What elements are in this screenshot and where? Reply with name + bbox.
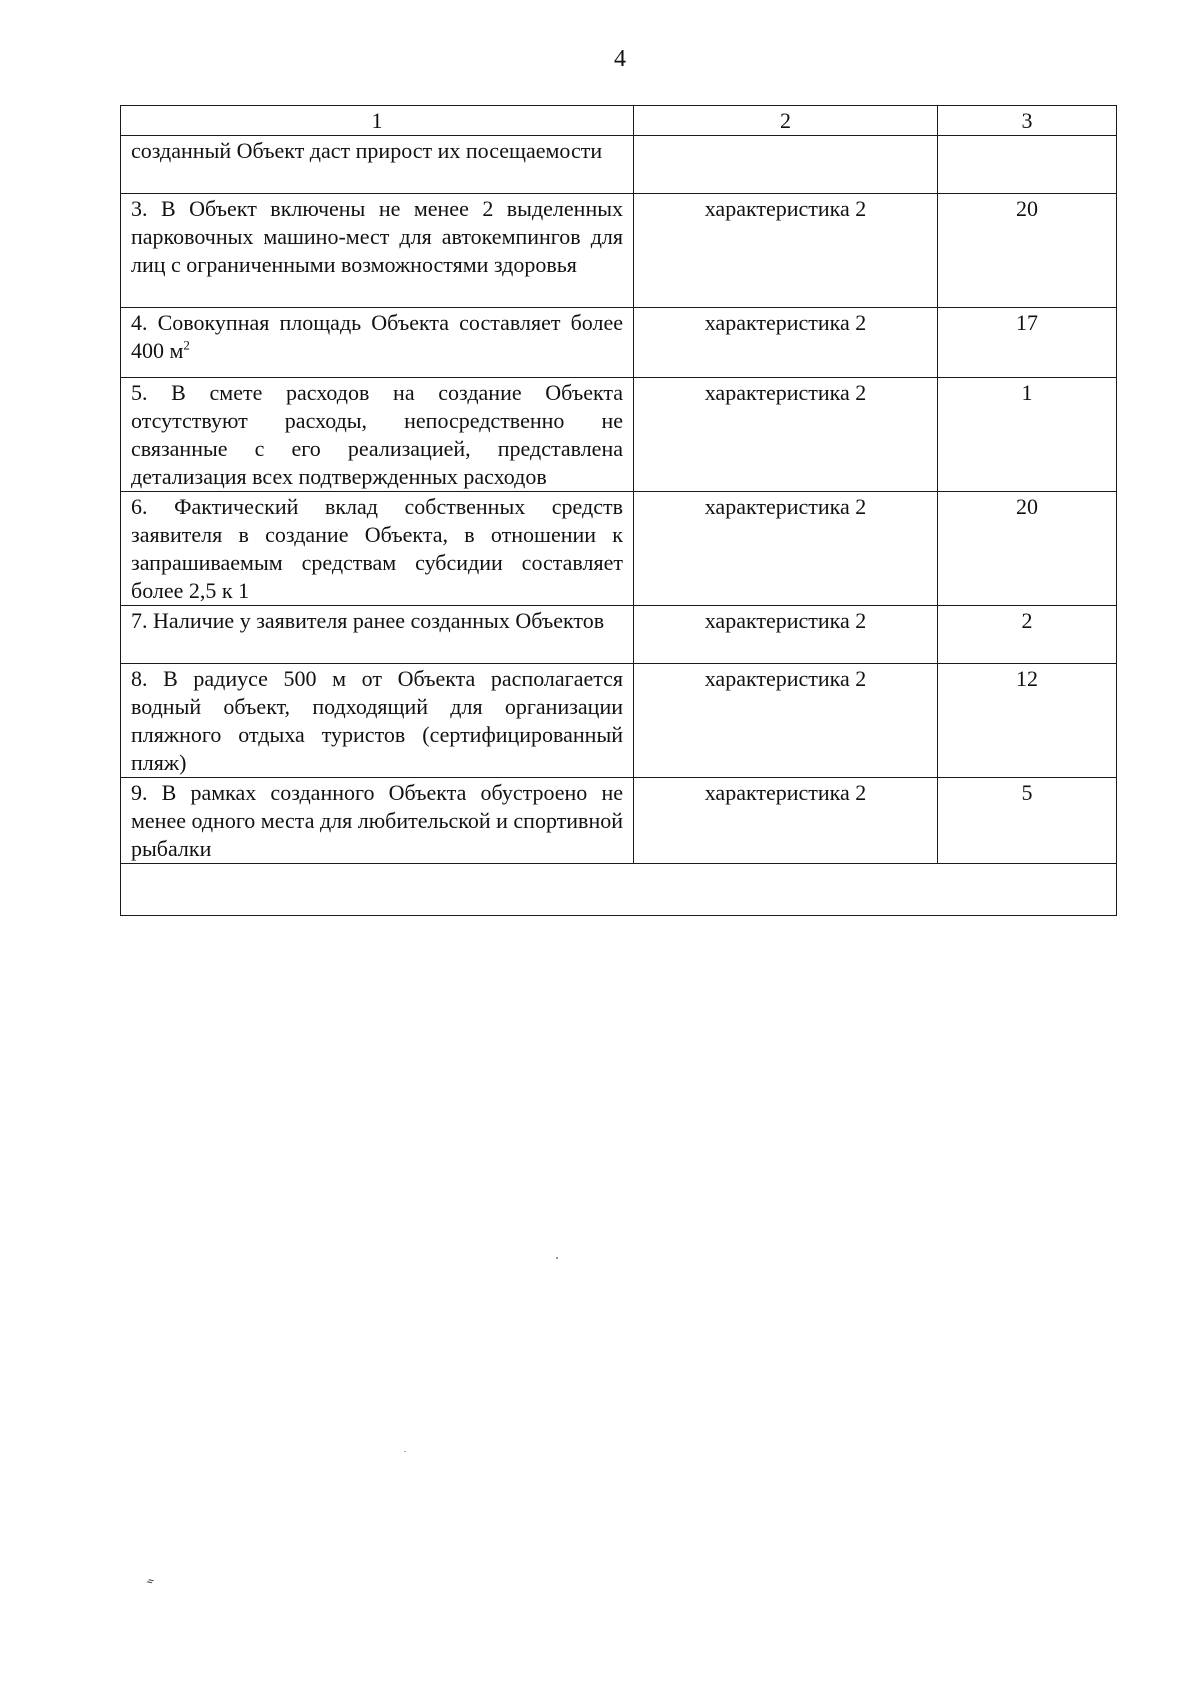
characteristic-cell: характеристика 2 — [634, 308, 938, 378]
characteristic-cell: характеристика 2 — [634, 664, 938, 778]
criterion-cell: 9. В рамках созданного Объекта обустроено не менее одного места для любительской и спортивной рыбалки — [121, 778, 634, 864]
criterion-cell: 6. Фактический вклад собственных средств заявителя в создание Объекта, в отношении к запрашиваемым средствам субсидии составляет более 2,5 к 1 — [121, 492, 634, 606]
score-cell: 1 — [938, 378, 1117, 492]
score-cell-empty — [938, 136, 1117, 194]
score-cell: 5 — [938, 778, 1117, 864]
column-header-2: 2 — [634, 106, 938, 136]
table-row — [121, 194, 1117, 308]
table-row — [121, 778, 1117, 864]
table-row — [121, 378, 1117, 492]
characteristic-cell: характеристика 2 — [634, 606, 938, 664]
table-header-row — [121, 106, 1117, 136]
criterion-text: 4. Совокупная площадь Объекта составляет более 400 м — [131, 310, 623, 363]
scan-speck — [556, 1257, 558, 1259]
superscript-exponent: 2 — [183, 337, 190, 353]
characteristic-cell: характеристика 2 — [634, 378, 938, 492]
criteria-table — [120, 105, 1117, 916]
criterion-cell: 7. Наличие у заявителя ранее созданных Объектов — [121, 606, 634, 664]
table-row — [121, 136, 1117, 194]
page-number: 4 — [614, 46, 626, 72]
criterion-cell: 3. В Объект включены не менее 2 выделенных парковочных машино-мест для автокемпингов для лиц с ограниченными возможностями здоровья — [121, 194, 634, 308]
table-row — [121, 606, 1117, 664]
score-cell: 12 — [938, 664, 1117, 778]
characteristic-cell: характеристика 2 — [634, 492, 938, 606]
table-row — [121, 664, 1117, 778]
score-cell: 20 — [938, 194, 1117, 308]
score-cell: 20 — [938, 492, 1117, 606]
score-cell: 17 — [938, 308, 1117, 378]
table-row — [121, 492, 1117, 606]
column-header-1: 1 — [121, 106, 634, 136]
table-row — [121, 308, 1117, 378]
characteristic-cell: характеристика 2 — [634, 778, 938, 864]
stray-pen-mark: ⸗ — [142, 1570, 161, 1590]
characteristic-cell-empty — [634, 136, 938, 194]
scan-speck — [404, 1451, 406, 1452]
criterion-cell: 5. В смете расходов на создание Объекта отсутствуют расходы, непосредственно не связанные с его реализацией, представлена детализация всех подтвержденных расходов — [121, 378, 634, 492]
empty-merged-cell — [121, 864, 1117, 916]
column-header-3: 3 — [938, 106, 1117, 136]
criterion-continuation: созданный Объект даст прирост их посещаемости — [121, 136, 634, 194]
score-cell: 2 — [938, 606, 1117, 664]
table-row-empty — [121, 864, 1117, 916]
characteristic-cell: характеристика 2 — [634, 194, 938, 308]
criterion-cell — [121, 308, 634, 378]
criterion-cell: 8. В радиусе 500 м от Объекта располагается водный объект, подходящий для организации пляжного отдыха туристов (сертифицированный пляж) — [121, 664, 634, 778]
